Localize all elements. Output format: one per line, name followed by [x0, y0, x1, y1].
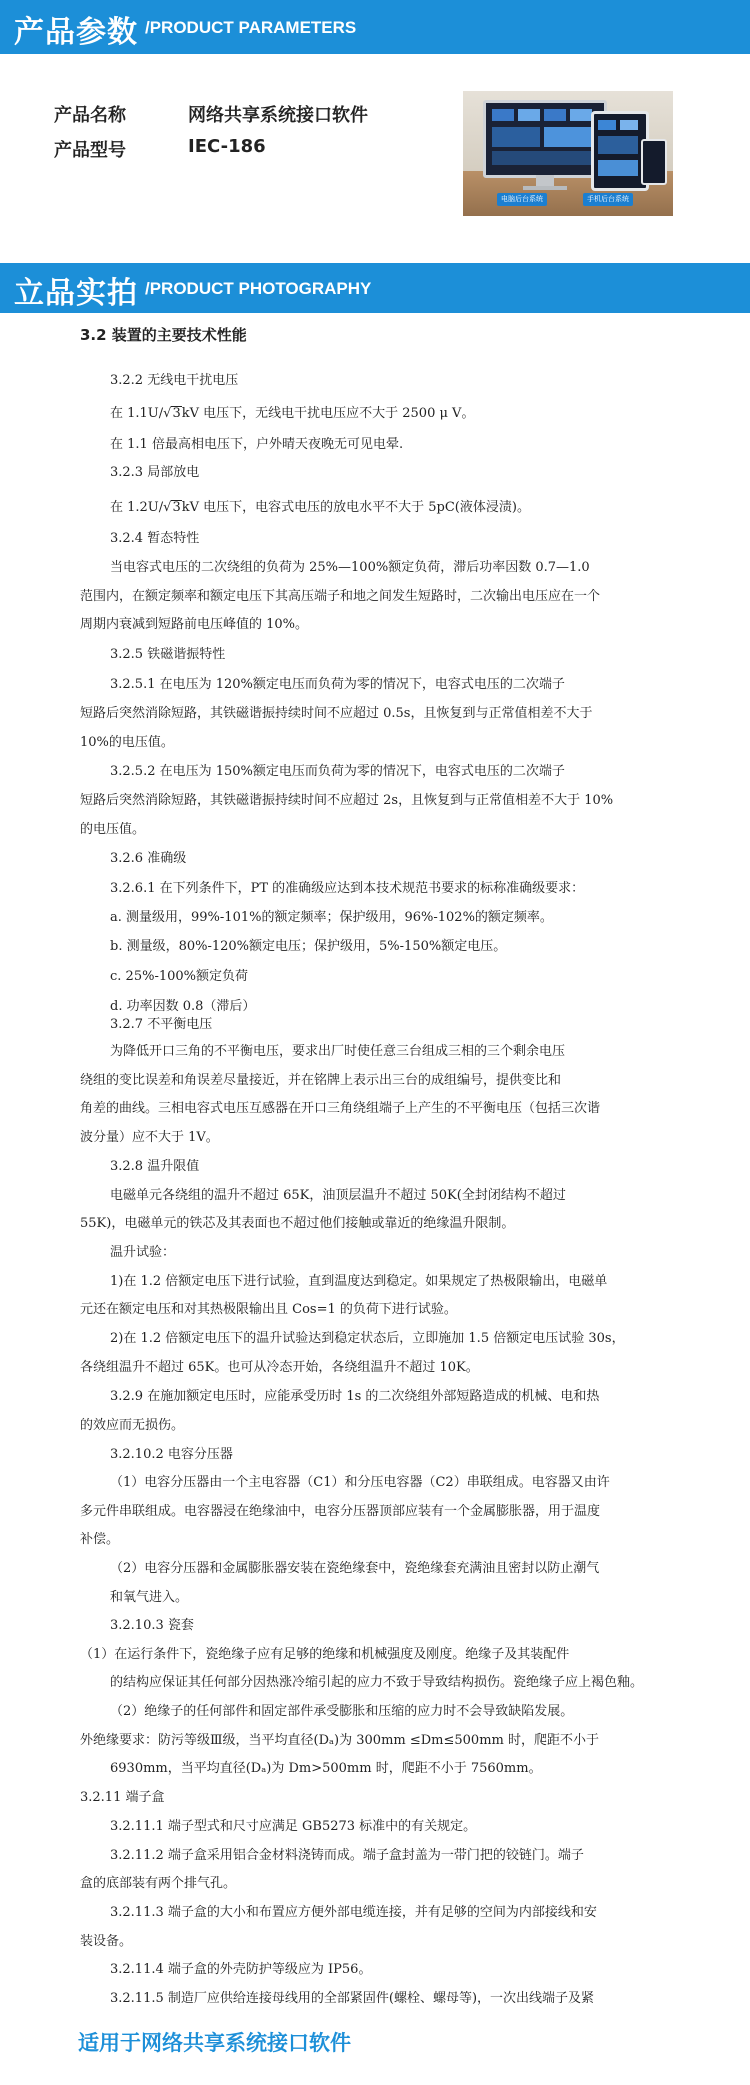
doc-line: 10%的电压值。 [80, 735, 174, 750]
section-title-en: /PRODUCT PHOTOGRAPHY [145, 279, 372, 298]
doc-line: 各绕组温升不超过 65K。也可从冷态开始，各绕组温升不超过 10K。 [80, 1360, 479, 1375]
doc-line: 3.2.5 铁磁谐振特性 [110, 647, 226, 662]
doc-line: 3.2.3 局部放电 [110, 465, 200, 480]
doc-line: a. 测量级用，99%-101%的额定频率；保护级用，96%-102%的额定频率。 [110, 910, 553, 925]
product-name-value: 网络共享系统接口软件 [188, 105, 368, 126]
section-title-cn: 产品参数 [14, 15, 138, 50]
section-banner-photography [0, 263, 750, 313]
doc-line: 3.2.11 端子盒 [80, 1790, 165, 1805]
doc-line: 外绝缘要求：防污等级Ⅲ级，当平均直径(Dₐ)为 300mm ≤Dm≤500mm 时，爬距不小于 [80, 1733, 599, 1748]
section-title-en: /PRODUCT PARAMETERS [145, 18, 357, 37]
doc-line: 3.2.2 无线电干扰电压 [110, 373, 239, 388]
doc-line: 3.2.4 暂态特性 [110, 531, 200, 546]
doc-line: 2)在 1.2 倍额定电压下的温升试验达到稳定状态后，立即施加 1.5 倍额定电压试验 30s， [110, 1331, 625, 1346]
doc-line: 3.2.11.1 端子型式和尺寸应满足 GB5273 标准中的有关规定。 [110, 1819, 477, 1834]
doc-line: 3.2.11.5 制造厂应供给连接母线用的全部紧固件(螺栓、螺母等)，一次出线端子及紧 [110, 1991, 595, 2006]
doc-line: 在 1.1 倍最高相电压下，户外晴天夜晚无可见电晕. [110, 437, 404, 452]
footer-applicable-text: 适用于网络共享系统接口软件 [78, 2031, 351, 2055]
doc-line: 温升试验： [110, 1245, 176, 1260]
phone-illustration [641, 139, 667, 185]
doc-line: 3.2.8 温升限值 [110, 1159, 200, 1174]
doc-line-formula: 在 1.2U/√3kV 电压下，电容式电压的放电水平不大于 5pC(液体浸渍)。 [110, 500, 530, 515]
doc-line: 3.2.11.2 端子盒采用铝合金材料浇铸而成。端子盒封盖为一带门把的铰链门。端子 [110, 1848, 584, 1863]
doc-line: 盒的底部装有两个排气孔。 [80, 1876, 237, 1891]
doc-line: 角差的曲线。三相电容式电压互感器在开口三角绕组端子上产生的不平衡电压（包括三次谐 [80, 1101, 601, 1116]
doc-line-formula: 在 1.1U/√3kV 电压下，无线电干扰电压应不大于 2500 μ V。 [110, 406, 475, 421]
doc-line: 3.2.7 不平衡电压 [110, 1017, 213, 1032]
doc-line: 3.2.9 在施加额定电压时，应能承受历时 1s 的二次绕组外部短路造成的机械、电和热 [110, 1389, 600, 1404]
desktop-system-tag: 电脑后台系统 [497, 193, 547, 206]
doc-line: 1)在 1.2 倍额定电压下进行试验，直到温度达到稳定。如果规定了热极限输出，电磁单 [110, 1274, 608, 1289]
doc-line: 周期内衰减到短路前电压峰值的 10%。 [80, 617, 309, 632]
doc-line: 电磁单元各绕组的温升不超过 65K，油顶层温升不超过 50K(全封闭结构不超过 [110, 1188, 566, 1203]
product-model-value: IEC-186 [188, 136, 266, 157]
doc-heading: 3.2 装置的主要技术性能 [80, 326, 247, 344]
doc-line: 元还在额定电压和对其热极限输出且 Cos=1 的负荷下进行试验。 [80, 1302, 457, 1317]
doc-line: 装设备。 [80, 1934, 133, 1949]
doc-line: d. 功率因数 0.8（滞后） [110, 999, 256, 1014]
doc-line: 3.2.5.1 在电压为 120%额定电压而负荷为零的情况下，电容式电压的二次端子 [110, 677, 565, 692]
section-banner-parameters [0, 0, 750, 54]
doc-line: 3.2.10.3 瓷套 [110, 1618, 194, 1633]
doc-line: 补偿。 [80, 1532, 120, 1547]
doc-line: （1）在运行条件下，瓷绝缘子应有足够的绝缘和机械强度及刚度。绝缘子及其装配件 [80, 1647, 570, 1662]
monitor-illustration [483, 100, 607, 178]
doc-line: 3.2.10.2 电容分压器 [110, 1447, 233, 1462]
doc-line: 3.2.5.2 在电压为 150%额定电压而负荷为零的情况下，电容式电压的二次端子 [110, 764, 565, 779]
doc-line: 波分量）应不大于 1V。 [80, 1130, 219, 1145]
doc-line: 3.2.6 准确级 [110, 851, 187, 866]
doc-line: 的电压值。 [80, 822, 146, 837]
doc-line: 多元件串联组成。电容器浸在绝缘油中，电容分压器顶部应装有一个金属膨胀器，用于温度 [80, 1504, 601, 1519]
doc-line: 短路后突然消除短路，其铁磁谐振持续时间不应超过 2s，且恢复到与正常值相差不大于 10% [80, 793, 614, 808]
doc-line: 范围内，在额定频率和额定电压下其高压端子和地之间发生短路时，二次输出电压应在一个 [80, 589, 601, 604]
doc-line: c. 25%-100%额定负荷 [110, 969, 248, 984]
doc-line: 当电容式电压的二次绕组的负荷为 25%—100%额定负荷，滞后功率因数 0.7—1.0 [110, 560, 590, 575]
doc-line: 3.2.11.4 端子盒的外壳防护等级应为 IP56。 [110, 1962, 372, 1977]
doc-line: 为降低开口三角的不平衡电压，要求出厂时使任意三台组成三相的三个剩余电压 [110, 1044, 566, 1059]
doc-line: 的结构应保证其任何部分因热涨冷缩引起的应力不致于导致结构损伤。瓷绝缘子应上褐色釉。 [110, 1675, 644, 1690]
doc-line: 的效应而无损伤。 [80, 1418, 185, 1433]
doc-line: 6930mm，当平均直径(Dₐ)为 Dm>500mm 时，爬距不小于 7560mm。 [110, 1761, 542, 1776]
doc-line: 绕组的变比误差和角误差尽量接近，并在铭牌上表示出三台的成组编号，提供变比和 [80, 1073, 562, 1088]
doc-line: （1）电容分压器由一个主电容器（C1）和分压电容器（C2）串联组成。电容器又由许 [110, 1475, 610, 1490]
doc-line: 3.2.11.3 端子盒的大小和布置应方便外部电缆连接，并有足够的空间为内部接线和安 [110, 1905, 597, 1920]
doc-line: （2）绝缘子的任何部件和固定部件承受膨胀和压缩的应力时不会导致缺陷发展。 [110, 1704, 574, 1719]
doc-line: b. 测量级，80%-120%额定电压；保护级用，5%-150%额定电压。 [110, 939, 507, 954]
product-name-label: 产品名称 [54, 105, 126, 126]
product-image [463, 91, 673, 216]
doc-line: 和氧气进入。 [110, 1590, 189, 1605]
product-model-label: 产品型号 [54, 140, 126, 161]
doc-line: 3.2.6.1 在下列条件下，PT 的准确级应达到本技术规范书要求的标称准确级要求： [110, 881, 585, 896]
mobile-system-tag: 手机后台系统 [583, 193, 633, 206]
doc-line: 55K)，电磁单元的铁芯及其表面也不超过他们接触或靠近的绝缘温升限制。 [80, 1216, 515, 1231]
section-title-cn: 立品实拍 [14, 276, 138, 311]
doc-line: 短路后突然消除短路，其铁磁谐振持续时间不应超过 0.5s，且恢复到与正常值相差不大于 [80, 706, 593, 721]
doc-line: （2）电容分压器和金属膨胀器安装在瓷绝缘套中，瓷绝缘套充满油且密封以防止潮气 [110, 1561, 600, 1576]
